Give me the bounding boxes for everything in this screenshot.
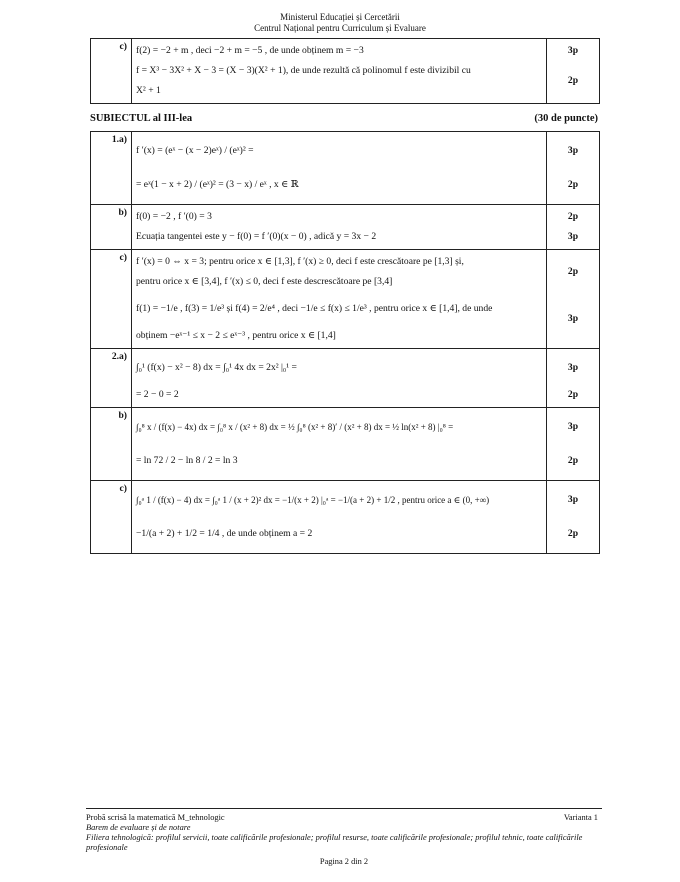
item-label: 1.a) (91, 132, 132, 205)
points-column (547, 349, 600, 408)
table-row (91, 481, 600, 554)
page-header (0, 12, 680, 34)
table-row (91, 349, 600, 408)
points-value: 2p (567, 211, 579, 222)
table-row (91, 408, 600, 481)
solution-line: f(1) = −1/e , f(3) = 1/e³ și f(4) = 2/e⁴ , deci −1/e ≤ f(x) ≤ 1/e³ , pentru orice x ∈ [1,4], de unde (136, 303, 493, 314)
points-value: 2p (567, 455, 579, 466)
item-label: c) (91, 481, 132, 554)
item-content (132, 481, 547, 554)
top-block-table (90, 38, 600, 104)
solution-line: ∫₀¹ (f(x) − x² − 8) dx = ∫₀¹ 4x dx = 2x² |₀¹ = (136, 362, 297, 373)
solution-line: = 2 − 0 = 2 (136, 389, 179, 400)
points-column (547, 481, 600, 554)
grading-scheme-label: Barem de evaluare și de notare (86, 823, 191, 832)
points-value: 3p (567, 494, 579, 505)
points-value: 2p (567, 179, 579, 190)
item-label: b) (91, 205, 132, 250)
solution-line: f = X³ − 3X² + X − 3 = (X − 3)(X² + 1), de unde rezultă că polinomul f este divizibil cu (136, 65, 471, 76)
section-title-row (90, 113, 600, 124)
points-value: 2p (567, 266, 579, 277)
variant-label: Varianta 1 (563, 813, 598, 822)
solution-line: Ecuația tangentei este y − f(0) = f ′(0)(x − 0) , adică y = 3x − 2 (136, 231, 377, 242)
points-value: 3p (567, 313, 579, 324)
points-column (547, 132, 600, 205)
center-name: Centrul Național pentru Curriculum și Evaluare (254, 23, 426, 33)
section-points: (30 de puncte) (534, 113, 598, 124)
solution-line: −1/(a + 2) + 1/2 = 1/4 , de unde obținem a = 2 (136, 528, 313, 539)
item-label: c) (91, 39, 132, 104)
solution-line: X² + 1 (136, 85, 161, 96)
points-value: 3p (567, 45, 579, 56)
points-column (547, 250, 600, 349)
solution-line: f ′(x) = 0 ⇔ x = 3; pentru orice x ∈ [1,3], f ′(x) ≥ 0, deci f este crescătoare pe [1,3] și, (136, 256, 464, 267)
solution-line: obținem −eˣ⁻¹ ≤ x − 2 ≤ eˣ⁻³ , pentru orice x ∈ [1,4] (136, 330, 336, 341)
points-value: 2p (567, 528, 579, 539)
item-content (132, 250, 547, 349)
points-column (547, 39, 600, 104)
item-content (132, 408, 547, 481)
stream-description: Filiera tehnologică: profilul servicii, toate calificările profesionale; profilul resurse, toate calificările profesionale; profilul tehnic, toate calificările profesionale (86, 833, 583, 852)
table-row (91, 132, 600, 205)
item-label: c) (91, 250, 132, 349)
points-column (547, 408, 600, 481)
solution-line: ∫₀ᵃ 1 / (f(x) − 4) dx = ∫₀ᵃ 1 / (x + 2)² dx = −1/(x + 2) |₀ᵃ = −1/(a + 2) + 1/2 , pentru orice a ∈ (0, +∞) (136, 495, 490, 505)
table-row (91, 205, 600, 250)
item-content (132, 132, 547, 205)
grading-table (90, 131, 600, 554)
item-content (132, 205, 547, 250)
solution-line: = eˣ(1 − x + 2) / (eˣ)² = (3 − x) / eˣ , x ∈ ℝ (136, 179, 299, 190)
page-number: Pagina 2 din 2 (319, 857, 369, 866)
points-value: 2p (567, 75, 579, 86)
table-row (91, 250, 600, 349)
item-label: 2.a) (91, 349, 132, 408)
page-footer (86, 808, 602, 867)
ministry-name: Ministerul Educației și Cercetării (280, 12, 400, 22)
solution-line: f ′(x) = (eˣ − (x − 2)eˣ) / (eˣ)² = (136, 145, 254, 156)
solution-line: ∫₀⁸ x / (f(x) − 4x) dx = ∫₀⁸ x / (x² + 8) dx = ½ ∫₀⁸ (x² + 8)′ / (x² + 8) dx = ½ ln(x² + 8) |₀⁸ = (136, 422, 454, 432)
points-value: 3p (567, 362, 579, 373)
item-content (132, 349, 547, 408)
section-title: SUBIECTUL al III-lea (90, 113, 193, 124)
item-content (132, 39, 547, 104)
points-column (547, 205, 600, 250)
points-value: 3p (567, 421, 579, 432)
solution-line: pentru orice x ∈ [3,4], f ′(x) ≤ 0, deci f este descrescătoare pe [3,4] (136, 276, 393, 287)
points-value: 3p (567, 231, 579, 242)
solution-line: f(2) = −2 + m , deci −2 + m = −5 , de unde obținem m = −3 (136, 45, 364, 56)
solution-line: f(0) = −2 , f ′(0) = 3 (136, 211, 212, 222)
points-value: 2p (567, 389, 579, 400)
points-value: 3p (567, 145, 579, 156)
item-label: b) (91, 408, 132, 481)
exam-title: Probă scrisă la matematică M_tehnologic (86, 813, 225, 822)
solution-line: = ln 72 / 2 − ln 8 / 2 = ln 3 (136, 455, 238, 466)
